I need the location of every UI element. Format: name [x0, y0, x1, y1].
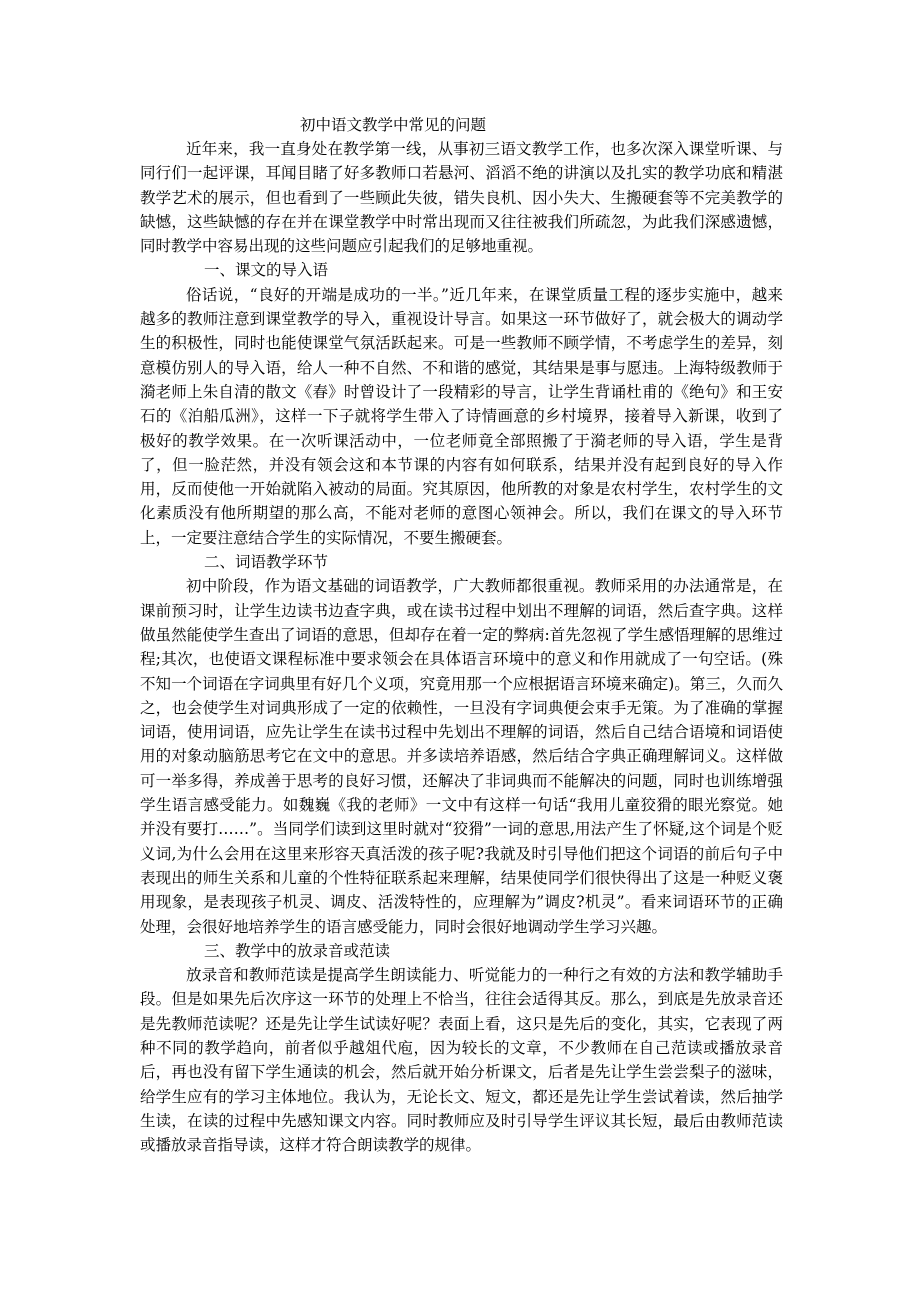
- intro-paragraph: 近年来，我一直身处在教学第一线，从事初三语文教学工作，也多次深入课堂听课、与同行们一起评课，耳闻目睹了好多教师口若悬河、滔滔不绝的讲演以及扎实的教学功底和精湛教学艺术的展示，但也看到了一些顾此失彼，错失良机、因小失大、生搬硬套等不完美教学的缺憾，这些缺憾的存在并在课堂教学中时常出现而又往往被我们所疏忽，为此我们深感遗憾，同时教学中容易出现的这些问题应引起我们的足够地重视。: [140, 140, 783, 256]
- document-body: [140, 113, 783, 1157]
- section-paragraph-lead-in: 俗话说，“良好的开端是成功的一半。”近几年来，在课堂质量工程的逐步实施中，越来越多的教师注意到课堂教学的导入，重视设计导言。如果这一环节做好了，就会极大的调动学生的积极性，同时也能使课堂气氛活跃起来。可是一些教师不顾学情，不考虑学生的差异，刻意模仿别人的导入语，给人一种不自然、不和谐的感觉，其结果是事与愿违。上海特级教师于漪老师上朱自清的散文《春》时曾设计了一段精彩的导言，让学生背诵杜甫的《绝句》和王安石的《泊船瓜洲》，这样一下子就将学生带入了诗情画意的乡村境界，接着导入新课，收到了极好的教学效果。在一次听课活动中，一位老师竟全部照搬了于漪老师的导入语，学生是背了，但一脸茫然，并没有领会这和本节课的内容有如何联系，结果并没有起到良好的导入作用，反而使他一开始就陷入被动的局面。究其原因，他所教的对象是农村学生，农村学生的文化素质没有他所期望的那么高，不能对老师的意图心领神会。所以，我们在课文的导入环节上，一定要注意结合学生的实际情况，不要生搬硬套。: [140, 285, 783, 547]
- section-heading-vocabulary: 二、词语教学环节: [204, 553, 329, 572]
- section-paragraph-recording-reading: 放录音和教师范读是提高学生朗读能力、听觉能力的一种行之有效的方法和教学辅助手段。但是如果先后次序这一环节的处理上不恰当，往往会适得其反。那么，到底是先放录音还是先教师范读呢？还是先让学生试读好呢？表面上看，这只是先后的变化，其实，它表现了两种不同的教学趋向，前者似乎越俎代庖，因为较长的文章，不少教师在自己范读或播放录音后，再也没有留下学生通读的机会，然后就开始分析课文，后者是先让学生尝尝梨子的滋味，给学生应有的学习主体地位。我认为，无论长文、短文，都还是先让学生尝试着读，然后抽学生读，在读的过程中先感知课文内容。同时教师应及时引导学生评议其长短，最后由教师范读或播放录音指导读，这样才符合朗读教学的规律。: [140, 966, 783, 1155]
- section-heading-lead-in: 一、课文的导入语: [204, 261, 329, 280]
- section-heading-recording-reading: 三、教学中的放录音或范读: [204, 941, 391, 960]
- page-title: 初中语文教学中常见的问题: [300, 116, 487, 134]
- section-paragraph-vocabulary: 初中阶段，作为语文基础的词语教学，广大教师都很重视。教师采用的办法通常是，在课前预习时，让学生边读书边查字典，或在读书过程中划出不理解的词语，然后查字典。这样做虽然能使学生查出了词语的意思，但却存在着一定的弊病:首先忽视了学生感悟理解的思维过程;其次，也使语文课程标准中要求领会在具体语言环境中的意义和作用就成了一句空话。(殊不知一个词语在字词典里有好几个义项，究竟用那一个应根据语言环境来确定)。第三，久而久之，也会使学生对词典形成了一定的依赖性，一旦没有字词典便会束手无策。为了准确的掌握词语，使用词语，应先让学生在读书过程中先划出不理解的词语，然后自己结合语境和词语使用的对象动脑筋思考它在文中的意思。并多读培养语感，然后结合字典正确理解词义。这样做可一举多得，养成善于思考的良好习惯，还解决了非词典而不能解决的问题，同时也训练增强学生语言感受能力。如魏巍《我的老师》一文中有这样一句话“我用儿童狡猾的眼光察觉。她并没有要打……”。当同学们读到这里时就对“狡猾”一词的意思,用法产生了怀疑,这个词是个贬义词,为什么会用在这里来形容天真活泼的孩子呢?我就及时引导他们把这个词语的前后句子中表现出的师生关系和儿童的个性特征联系起来理解，结果使同学们很快得出了这是一种贬义褒用现象，是表现孩子机灵、调皮、活泼特性的，应理解为”调皮?机灵”。看来词语环节的正确处理，会很好地培养学生的语言感受能力，同时会很好地调动学生学习兴趣。: [140, 577, 783, 936]
